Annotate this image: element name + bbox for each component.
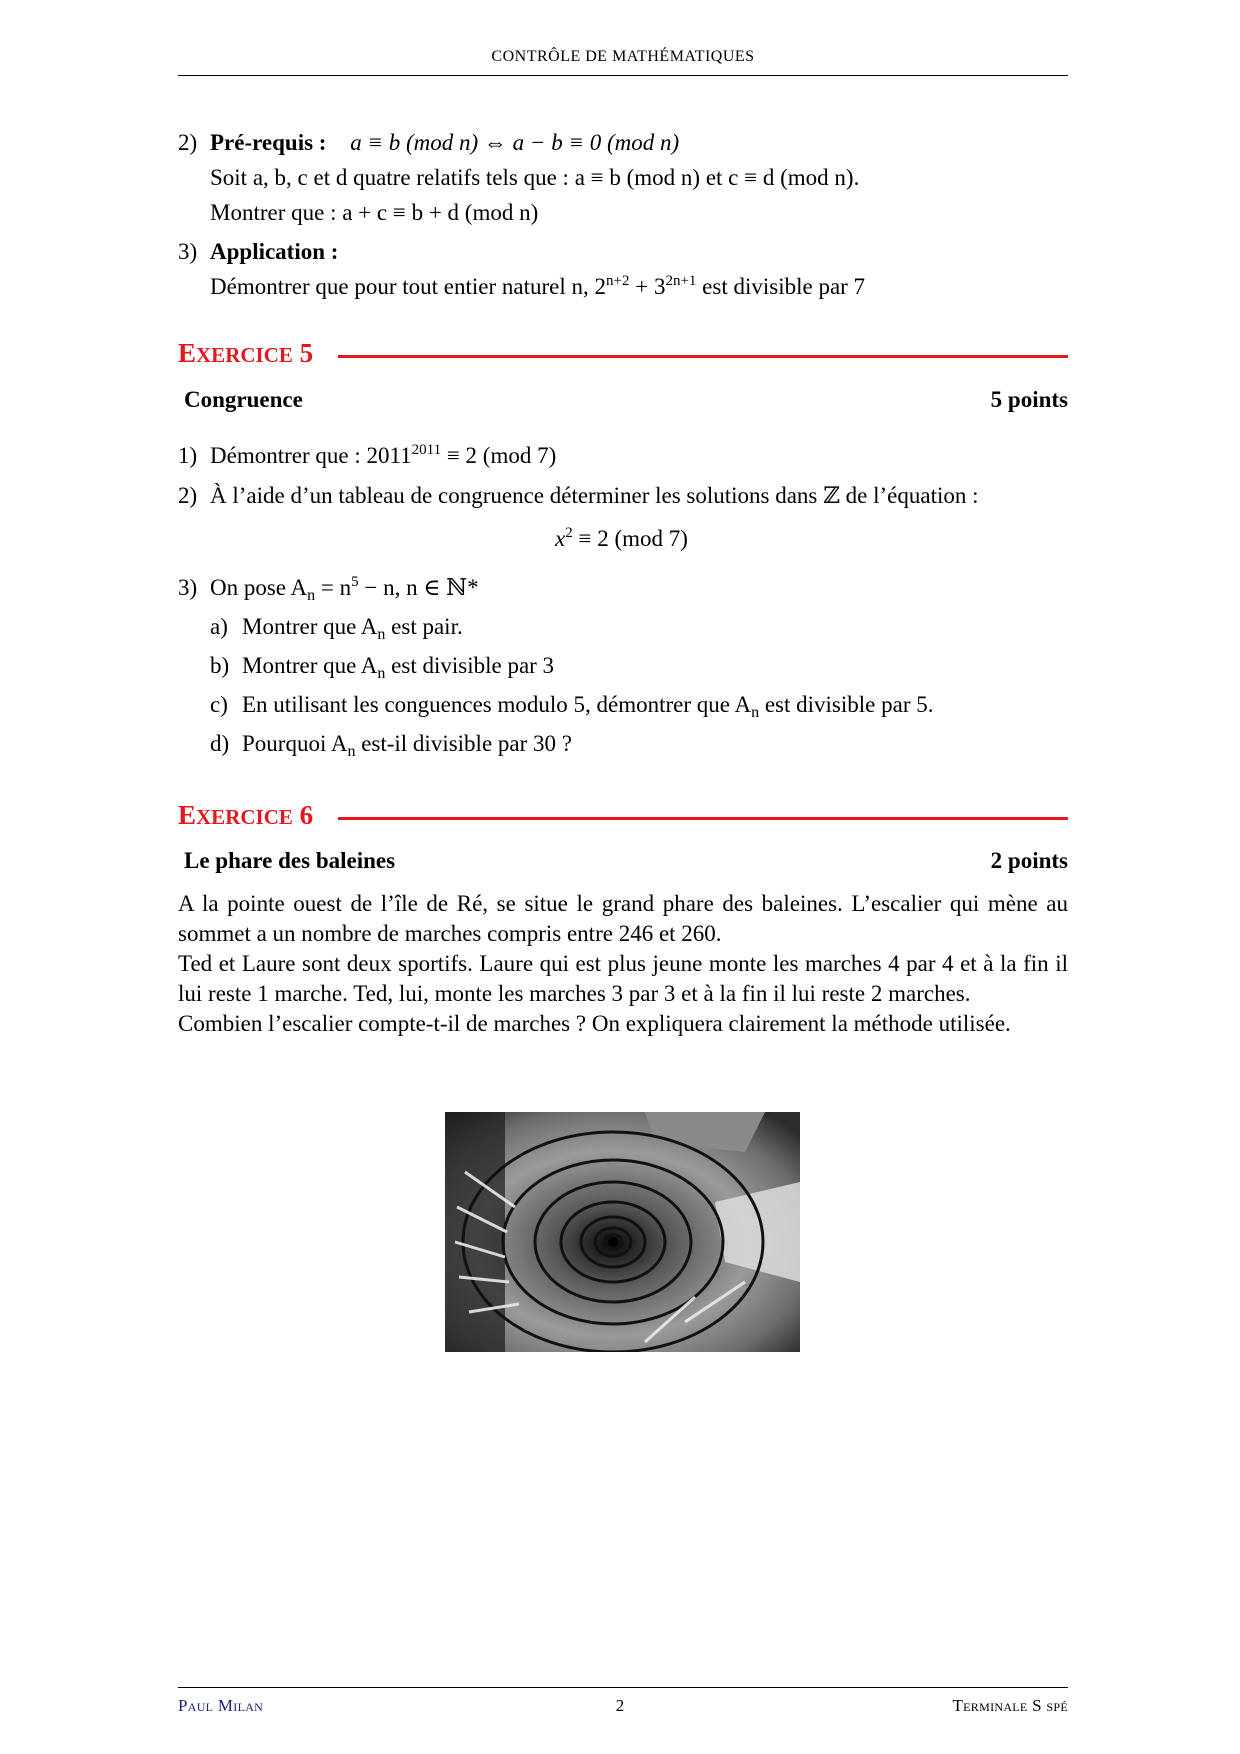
title-initial: E xyxy=(178,800,197,830)
subquestion-text: Montrer que A xyxy=(242,653,378,678)
spiral-staircase-photo xyxy=(445,1112,800,1352)
question-number: 3) xyxy=(178,575,198,600)
footer-page-number: 2 xyxy=(615,1696,625,1715)
exponent: n+2 xyxy=(606,273,630,289)
subquestion-end: est-il divisible par 30 ? xyxy=(355,731,572,756)
ex4-q2-line3: Montrer que : a + c ≡ b + d (mod n) xyxy=(210,200,539,225)
question-end: − n, n ∈ ℕ* xyxy=(358,575,479,600)
ex5-question-1 xyxy=(178,443,556,469)
question-number: 3) xyxy=(178,239,198,264)
ex6-body xyxy=(178,889,1068,1039)
ex5-subtitle: Congruence xyxy=(184,387,303,412)
ex4-question-3 xyxy=(178,239,338,265)
ex6-title xyxy=(178,800,313,831)
subquestion-letter: d) xyxy=(210,731,230,756)
ex5-question-3a xyxy=(210,614,463,643)
subquestion-letter: c) xyxy=(210,692,228,717)
statement-text: Démontrer que pour tout entier naturel n, 2 xyxy=(210,274,606,299)
ex4-question-2 xyxy=(178,130,679,156)
subquestion-text: En utilisant les conguences modulo 5, démontrer que A xyxy=(242,692,752,717)
subquestion-end: est divisible par 3 xyxy=(385,653,555,678)
paragraph: A la pointe ouest de l’île de Ré, se situe le grand phare des baleines. L’escalier qui mène au sommet a un nombre de marches compris entre 246 et 260. xyxy=(178,891,1068,946)
question-label: Application : xyxy=(210,239,339,264)
exponent: 2011 xyxy=(411,442,442,458)
footer-class: Terminale S spé xyxy=(952,1696,1068,1715)
subscript: n xyxy=(377,626,386,643)
exponent: 5 xyxy=(351,574,359,590)
paragraph: Ted et Laure sont deux sportifs. Laure qui est plus jeune monte les marches 4 par 4 et à la fin il lui reste 1 marche. Ted, lui, monte les marches 3 par 3 et à la fin il lui reste 2 marches. xyxy=(178,951,1068,1006)
statement-end: est divisible par 7 xyxy=(696,274,866,299)
ex5-points: 5 points xyxy=(990,387,1068,412)
exponent: 2n+1 xyxy=(665,273,697,289)
subscript: n xyxy=(347,743,356,760)
subscript: n xyxy=(377,665,386,682)
subscript: n xyxy=(751,704,760,721)
ex5-question-3 xyxy=(178,574,479,604)
ex5-equation xyxy=(555,526,688,552)
exponent: 2 xyxy=(565,525,573,541)
subquestion-letter: a) xyxy=(210,614,228,639)
question-number: 2) xyxy=(178,130,198,155)
ex5-question-3d xyxy=(210,731,572,760)
question-text: Démontrer que : 2011 xyxy=(210,443,412,468)
equation-rest: ≡ 2 (mod 7) xyxy=(572,526,688,551)
title-smallcaps: XERCICE xyxy=(196,343,293,367)
question-text: On pose A xyxy=(210,575,308,600)
ex6-points: 2 points xyxy=(990,848,1068,873)
page-header: CONTRÔLE DE MATHÉMATIQUES xyxy=(491,48,755,65)
title-smallcaps: XERCICE xyxy=(196,805,293,829)
question-number: 1) xyxy=(178,443,198,468)
staircase-illustration xyxy=(445,1112,800,1352)
subscript: n xyxy=(307,587,316,604)
question-label: Pré-requis : xyxy=(210,130,327,155)
ex5-title-rule xyxy=(338,355,1068,358)
title-number: 6 xyxy=(299,800,314,830)
header-rule xyxy=(178,75,1068,76)
paragraph: Combien l’escalier compte-t-il de marches ? On expliquera clairement la méthode utilisée. xyxy=(178,1011,1011,1036)
ex4-q3-statement xyxy=(210,274,865,300)
subquestion-text: Montrer que A xyxy=(242,614,378,639)
question-number: 2) xyxy=(178,483,198,508)
title-initial: E xyxy=(178,338,197,368)
ex5-question-2 xyxy=(178,483,979,509)
question-end: ≡ 2 (mod 7) xyxy=(441,443,557,468)
subquestion-end: est pair. xyxy=(385,614,463,639)
ex5-question-3c xyxy=(210,692,934,721)
ex6-subtitle: Le phare des baleines xyxy=(184,848,396,873)
statement-mid: + 3 xyxy=(629,274,666,299)
question-mid: = n xyxy=(315,575,352,600)
title-number: 5 xyxy=(299,338,314,368)
ex4-q2-line2: Soit a, b, c et d quatre relatifs tels que : a ≡ b (mod n) et c ≡ d (mod n). xyxy=(210,165,860,190)
footer-author: Paul Milan xyxy=(178,1696,264,1715)
ex5-title xyxy=(178,338,313,369)
subquestion-text: Pourquoi A xyxy=(242,731,348,756)
subquestion-letter: b) xyxy=(210,653,230,678)
equation-variable: x xyxy=(555,526,566,551)
ex6-title-rule xyxy=(338,817,1068,820)
ex5-question-3b xyxy=(210,653,555,682)
prerequisite-equivalence: a ≡ b (mod n) ⇔ a − b ≡ 0 (mod n) xyxy=(350,130,680,155)
subquestion-end: est divisible par 5. xyxy=(759,692,934,717)
footer-rule xyxy=(178,1687,1068,1688)
question-text: À l’aide d’un tableau de congruence déterminer les solutions dans ℤ de l’équation : xyxy=(210,483,979,508)
